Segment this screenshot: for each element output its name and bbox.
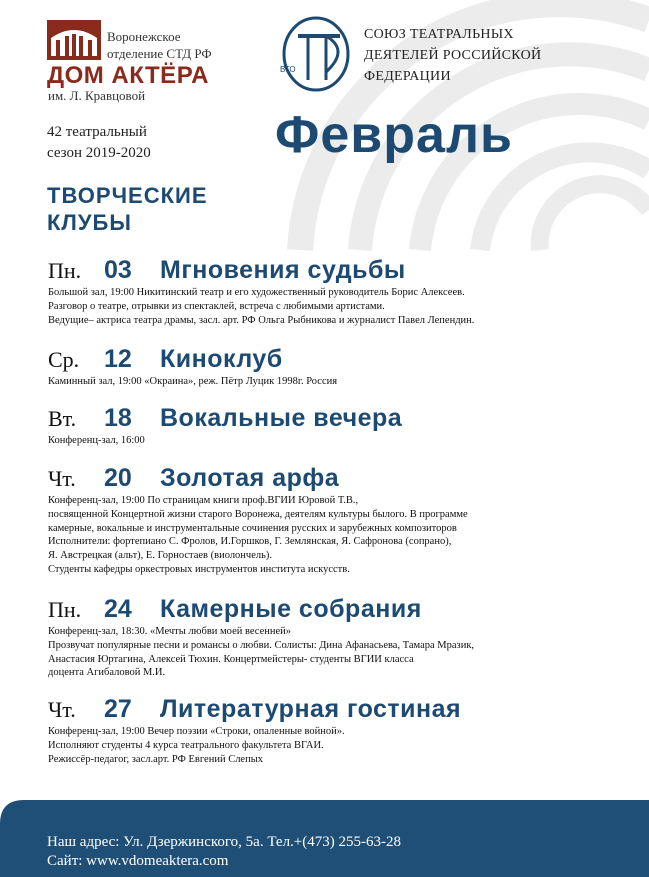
event-line: Исполняют студенты 4 курса театрального факультета ВГАИ. <box>48 739 324 751</box>
event-line: Студенты кафедры оркестровых инструментов института искусств. <box>48 563 350 575</box>
union-line-1: СОЮЗ ТЕАТРАЛЬНЫХ <box>364 27 514 42</box>
section-title <box>47 182 208 236</box>
org-name: ДОМ АКТЁРА <box>47 62 209 89</box>
footer-site: Сайт: www.vdomeaktera.com <box>47 853 229 869</box>
event-heading <box>48 404 402 433</box>
event-line: Конференц-зал, 16:00 <box>48 435 145 446</box>
theater-building-icon <box>47 20 101 60</box>
event-line: Разговор о театре, отрывки из спектаклей, встреча с любимыми артистами. <box>48 300 385 312</box>
season-info <box>47 122 151 164</box>
footer-address: Наш адрес: Ул. Дзержинского, 5а. Тел.+(473) 255-63-28 <box>47 834 402 850</box>
event-line: Прозвучат популярные песни и романсы о любви. Солисты: Дина Афанасьева, Тамара Мразик, <box>48 639 475 651</box>
event-day: Ср. <box>48 347 80 372</box>
event-line: Конференц-зал, 19:00 По страницам книги проф.ВГИИ Юровой Т.В., <box>48 495 359 506</box>
event-line: Конференц-зал, 19:00 Вечер поэзии «Строки, опаленные войной». <box>48 726 345 737</box>
event-description <box>48 725 461 766</box>
event-title: Киноклуб <box>160 345 283 373</box>
event-heading <box>48 345 337 374</box>
event-line: Каминный зал, 19:00 «Окраина», реж. Пётр Луцик 1998г. Россия <box>48 376 338 387</box>
event-description <box>48 494 468 577</box>
event-line: Режиссёр-педагог, засл.арт. РФ Евгений Слепых <box>48 753 264 765</box>
event-date: 24 <box>104 595 132 623</box>
org-affiliation <box>107 28 212 62</box>
event-date: 20 <box>104 464 132 492</box>
event-heading <box>48 256 474 285</box>
section-title-line-2: КЛУБЫ <box>47 210 132 235</box>
event-item <box>48 256 474 327</box>
event-date: 18 <box>104 404 132 432</box>
section-title-line-1: ТВОРЧЕСКИЕ <box>47 183 208 208</box>
event-item <box>48 345 337 389</box>
event-heading <box>48 695 461 724</box>
org-region: Воронежское <box>107 29 181 44</box>
event-line: камерные, вокальные и инструментальные сочинения русских и зарубежных композиторов <box>48 522 457 534</box>
event-title: Золотая арфа <box>160 464 340 492</box>
season-line-1: 42 театральный <box>47 124 147 140</box>
event-title: Вокальные вечера <box>160 404 403 432</box>
event-title: Камерные собрания <box>160 595 422 623</box>
union-line-2: ДЕЯТЕЛЕЙ РОССИЙСКОЙ <box>364 48 542 63</box>
event-line: доцента Агибаловой М.И. <box>48 667 166 679</box>
event-line: Ведущие– актриса театра драмы, засл. арт. РФ Ольга Рыбникова и журналист Павел Лепендин. <box>48 314 475 326</box>
event-line: Я. Австрецкая (альт), Е. Горностаев (виолончель). <box>48 550 273 562</box>
event-item <box>48 464 468 577</box>
event-day: Чт. <box>48 697 76 722</box>
org-branch: отделение СТД РФ <box>107 46 212 61</box>
vto-label: ВТО <box>280 65 296 74</box>
vto-emblem-icon <box>274 10 358 94</box>
event-heading <box>48 595 474 624</box>
event-day: Пн. <box>48 597 82 622</box>
event-title: Мгновения судьбы <box>160 256 406 284</box>
event-description <box>48 434 402 448</box>
event-item <box>48 595 474 680</box>
event-item <box>48 695 461 766</box>
event-line: Большой зал, 19:00 Никитинский театр и его художественный руководитель Борис Алексеев. <box>48 287 465 298</box>
season-line-2: сезон 2019-2020 <box>47 145 151 161</box>
month-title: Февраль <box>275 106 513 164</box>
event-heading <box>48 464 468 493</box>
event-line: Исполнители: фортепиано С. Фролов, И.Горшков, Г. Землянская, Я. Сафронова (сопрано), <box>48 536 452 548</box>
event-line: Анастасия Юртагина, Алексей Тюхин. Концертмейстеры- студенты ВГИИ класса <box>48 653 414 665</box>
event-line: посвященной Концертной жизни старого Воронежа, деятелям культуры былого. В программе <box>48 508 468 520</box>
event-date: 27 <box>104 695 132 723</box>
event-date: 12 <box>104 345 132 373</box>
org-named-after: им. Л. Кравцовой <box>48 88 146 103</box>
event-line: Конференц-зал, 18:30. «Мечты любви моей весенней» <box>48 626 292 637</box>
union-line-3: ФЕДЕРАЦИИ <box>364 69 451 84</box>
event-day: Пн. <box>48 258 82 283</box>
union-name <box>364 24 541 87</box>
event-description <box>48 286 474 327</box>
event-item <box>48 404 402 448</box>
event-description <box>48 375 337 389</box>
event-day: Чт. <box>48 466 76 491</box>
event-day: Вт. <box>48 406 77 431</box>
event-title: Литературная гостиная <box>160 695 462 723</box>
event-description <box>48 625 474 680</box>
footer-contacts <box>47 833 401 871</box>
event-date: 03 <box>104 256 132 284</box>
